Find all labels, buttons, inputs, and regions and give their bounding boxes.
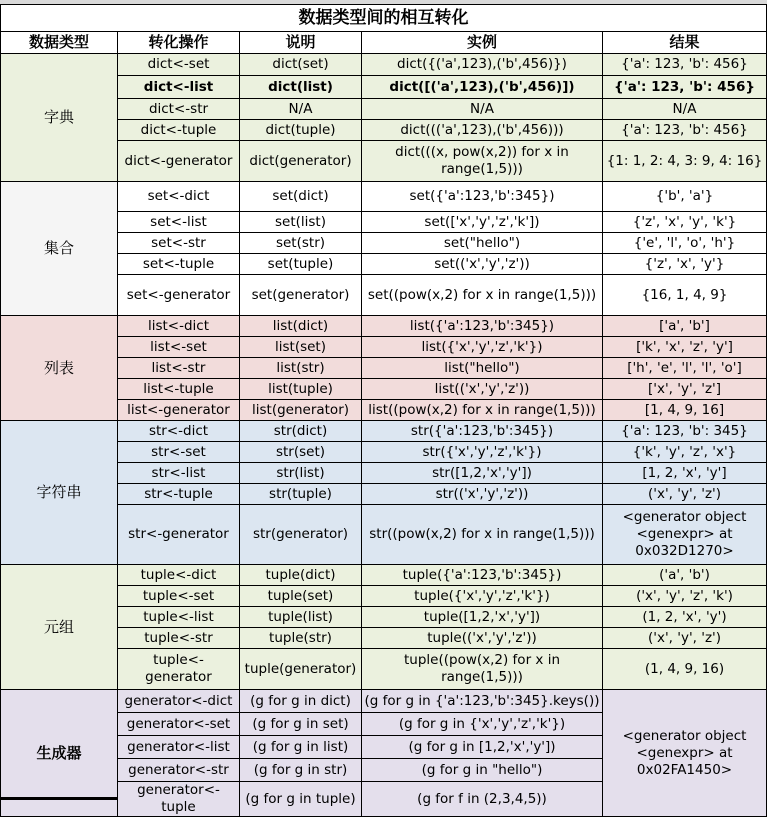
- cell-desc[interactable]: set(list): [240, 212, 362, 233]
- cell-example[interactable]: set(('x','y','z')): [362, 254, 603, 275]
- cell-example[interactable]: dict({('a',123),('b',456)}): [362, 54, 603, 76]
- cell-result[interactable]: ('a', 'b'): [603, 565, 767, 586]
- table-row: [1, 565, 767, 586]
- cell-desc[interactable]: (g for g in set): [240, 713, 362, 736]
- table-row: [1, 182, 767, 212]
- cell-example[interactable]: (g for f in (2,3,4,5)): [362, 782, 603, 817]
- cell-op[interactable]: set<-list: [118, 212, 240, 233]
- category-list[interactable]: 列表: [1, 316, 118, 421]
- conversion-table: [0, 4, 767, 817]
- cell-desc[interactable]: dict(list): [240, 76, 362, 99]
- cell-example[interactable]: list((pow(x,2) for x in range(1,5))): [362, 400, 603, 421]
- header-example[interactable]: 实例: [362, 32, 603, 54]
- cell-result[interactable]: {'a': 123, 'b': 345}: [603, 421, 767, 442]
- cell-desc[interactable]: set(generator): [240, 275, 362, 316]
- cell-result[interactable]: {'a': 123, 'b': 456}: [603, 76, 767, 99]
- cell-op[interactable]: set<-tuple: [118, 254, 240, 275]
- cell-op[interactable]: generator<-str: [118, 759, 240, 782]
- cell-op[interactable]: list<-tuple: [118, 379, 240, 400]
- cell-op[interactable]: dict<-set: [118, 54, 240, 76]
- cell-example[interactable]: dict([('a',123),('b',456)]): [362, 76, 603, 99]
- cell-op[interactable]: list<-str: [118, 358, 240, 379]
- cell-example[interactable]: (g for g in [1,2,'x','y']): [362, 736, 603, 759]
- cell-result[interactable]: {'k', 'y', 'z', 'x'}: [603, 442, 767, 463]
- cell-result[interactable]: [1, 4, 9, 16]: [603, 400, 767, 421]
- cell-op[interactable]: generator<-list: [118, 736, 240, 759]
- category-generator[interactable]: 生成器: [1, 690, 118, 817]
- cell-result[interactable]: ['h', 'e', 'l', 'l', 'o']: [603, 358, 767, 379]
- cell-op[interactable]: tuple<-dict: [118, 565, 240, 586]
- cell-op[interactable]: tuple<-generator: [118, 649, 240, 690]
- cell-desc[interactable]: str(generator): [240, 505, 362, 565]
- header-row: [1, 32, 767, 54]
- cell-desc[interactable]: (g for g in tuple): [240, 782, 362, 817]
- table-row: [1, 54, 767, 76]
- cell-desc[interactable]: tuple(set): [240, 586, 362, 607]
- cell-example[interactable]: (g for g in {'a':123,'b':345}.keys()): [362, 690, 603, 713]
- cell-op[interactable]: list<-set: [118, 337, 240, 358]
- header-operation[interactable]: 转化操作: [118, 32, 240, 54]
- cell-result[interactable]: ['a', 'b']: [603, 316, 767, 337]
- cell-desc[interactable]: list(set): [240, 337, 362, 358]
- cell-op[interactable]: dict<-str: [118, 99, 240, 120]
- cell-desc[interactable]: N/A: [240, 99, 362, 120]
- cell-op[interactable]: tuple<-list: [118, 607, 240, 628]
- cell-example[interactable]: str((pow(x,2) for x in range(1,5))): [362, 505, 603, 565]
- cell-example[interactable]: dict(((x, pow(x,2)) for x in range(1,5))): [362, 141, 603, 182]
- cell-example[interactable]: str({'x','y','z','k'}): [362, 442, 603, 463]
- cell-desc[interactable]: set(str): [240, 233, 362, 254]
- cell-example[interactable]: str({'a':123,'b':345}): [362, 421, 603, 442]
- cell-result[interactable]: [1, 2, 'x', 'y']: [603, 463, 767, 484]
- cell-example[interactable]: tuple({'x','y','z','k'}): [362, 586, 603, 607]
- cell-example[interactable]: list("hello"): [362, 358, 603, 379]
- cell-result[interactable]: {'z', 'x', 'y'}: [603, 254, 767, 275]
- cell-op[interactable]: tuple<-set: [118, 586, 240, 607]
- cell-desc[interactable]: list(tuple): [240, 379, 362, 400]
- cell-desc[interactable]: tuple(generator): [240, 649, 362, 690]
- cell-op[interactable]: list<-generator: [118, 400, 240, 421]
- cell-result[interactable]: N/A: [603, 99, 767, 120]
- cell-op[interactable]: str<-generator: [118, 505, 240, 565]
- cell-op[interactable]: set<-generator: [118, 275, 240, 316]
- cell-desc[interactable]: list(str): [240, 358, 362, 379]
- category-str[interactable]: 字符串: [1, 421, 118, 565]
- cell-desc[interactable]: str(tuple): [240, 484, 362, 505]
- cell-example[interactable]: list({'x','y','z','k'}): [362, 337, 603, 358]
- cell-op[interactable]: set<-dict: [118, 182, 240, 212]
- category-set[interactable]: 集合: [1, 182, 118, 316]
- cell-op[interactable]: str<-tuple: [118, 484, 240, 505]
- cell-desc[interactable]: tuple(dict): [240, 565, 362, 586]
- cell-desc[interactable]: str(set): [240, 442, 362, 463]
- cell-result[interactable]: ['x', 'y', 'z']: [603, 379, 767, 400]
- cell-desc[interactable]: set(tuple): [240, 254, 362, 275]
- cell-op[interactable]: tuple<-str: [118, 628, 240, 649]
- cell-result[interactable]: (1, 4, 9, 16): [603, 649, 767, 690]
- cell-result[interactable]: {1: 1, 2: 4, 3: 9, 4: 16}: [603, 141, 767, 182]
- header-result[interactable]: 结果: [603, 32, 767, 54]
- cell-example[interactable]: set(['x','y','z','k']): [362, 212, 603, 233]
- cell-example[interactable]: tuple({'a':123,'b':345}): [362, 565, 603, 586]
- cell-desc[interactable]: (g for g in dict): [240, 690, 362, 713]
- header-description[interactable]: 说明: [240, 32, 362, 54]
- cell-example[interactable]: (g for g in {'x','y','z','k'}): [362, 713, 603, 736]
- cell-op[interactable]: list<-dict: [118, 316, 240, 337]
- cell-result-merged[interactable]: <generator object <genexpr> at 0x02FA1450>: [603, 690, 767, 817]
- category-tuple[interactable]: 元组: [1, 565, 118, 690]
- cell-example[interactable]: tuple(('x','y','z')): [362, 628, 603, 649]
- cell-result[interactable]: {'b', 'a'}: [603, 182, 767, 212]
- cell-example[interactable]: N/A: [362, 99, 603, 120]
- cell-op[interactable]: str<-set: [118, 442, 240, 463]
- cell-desc[interactable]: tuple(str): [240, 628, 362, 649]
- cell-desc[interactable]: list(dict): [240, 316, 362, 337]
- cell-result[interactable]: (1, 2, 'x', 'y'): [603, 607, 767, 628]
- cell-result[interactable]: {'e', 'l', 'o', 'h'}: [603, 233, 767, 254]
- cell-example[interactable]: tuple([1,2,'x','y']): [362, 607, 603, 628]
- cell-op[interactable]: dict<-tuple: [118, 120, 240, 141]
- cell-result[interactable]: ('x', 'y', 'z'): [603, 628, 767, 649]
- cell-example[interactable]: set((pow(x,2) for x in range(1,5))): [362, 275, 603, 316]
- cell-desc[interactable]: dict(set): [240, 54, 362, 76]
- cell-result[interactable]: {'a': 123, 'b': 456}: [603, 54, 767, 76]
- cell-desc[interactable]: dict(tuple): [240, 120, 362, 141]
- cell-op[interactable]: generator<-dict: [118, 690, 240, 713]
- table-title[interactable]: 数据类型间的相互转化: [1, 5, 767, 32]
- cell-op[interactable]: generator<-set: [118, 713, 240, 736]
- category-dict[interactable]: 字典: [1, 54, 118, 182]
- table-row: [1, 690, 767, 713]
- cell-example[interactable]: set("hello"): [362, 233, 603, 254]
- cell-desc[interactable]: dict(generator): [240, 141, 362, 182]
- cell-result[interactable]: <generator object <genexpr> at 0x032D1270>: [603, 505, 767, 565]
- cell-op[interactable]: dict<-generator: [118, 141, 240, 182]
- header-type[interactable]: 数据类型: [1, 32, 118, 54]
- cell-example[interactable]: list({'a':123,'b':345}): [362, 316, 603, 337]
- cell-desc[interactable]: tuple(list): [240, 607, 362, 628]
- cell-example[interactable]: tuple((pow(x,2) for x in range(1,5))): [362, 649, 603, 690]
- cell-op[interactable]: set<-str: [118, 233, 240, 254]
- cell-result[interactable]: {'z', 'x', 'y', 'k'}: [603, 212, 767, 233]
- cell-desc[interactable]: set(dict): [240, 182, 362, 212]
- cell-example[interactable]: str(('x','y','z')): [362, 484, 603, 505]
- cell-result[interactable]: ('x', 'y', 'z'): [603, 484, 767, 505]
- cell-op[interactable]: str<-dict: [118, 421, 240, 442]
- cell-result[interactable]: ['k', 'x', 'z', 'y']: [603, 337, 767, 358]
- cell-example[interactable]: str([1,2,'x','y']): [362, 463, 603, 484]
- cell-result[interactable]: {16, 1, 4, 9}: [603, 275, 767, 316]
- cell-desc[interactable]: str(dict): [240, 421, 362, 442]
- cell-op[interactable]: str<-list: [118, 463, 240, 484]
- cell-op[interactable]: generator<-tuple: [118, 782, 240, 817]
- cell-example[interactable]: set({'a':123,'b':345}): [362, 182, 603, 212]
- cell-desc[interactable]: (g for g in str): [240, 759, 362, 782]
- cell-desc[interactable]: (g for g in list): [240, 736, 362, 759]
- cell-example[interactable]: (g for g in "hello"): [362, 759, 603, 782]
- cell-example[interactable]: list(('x','y','z')): [362, 379, 603, 400]
- table-row: [1, 316, 767, 337]
- table-row: [1, 421, 767, 442]
- cell-result[interactable]: {'a': 123, 'b': 456}: [603, 120, 767, 141]
- cell-op[interactable]: dict<-list: [118, 76, 240, 99]
- cell-desc[interactable]: str(list): [240, 463, 362, 484]
- cell-example[interactable]: dict((('a',123),('b',456))): [362, 120, 603, 141]
- cell-desc[interactable]: list(generator): [240, 400, 362, 421]
- cell-result[interactable]: ('x', 'y', 'z', 'k'): [603, 586, 767, 607]
